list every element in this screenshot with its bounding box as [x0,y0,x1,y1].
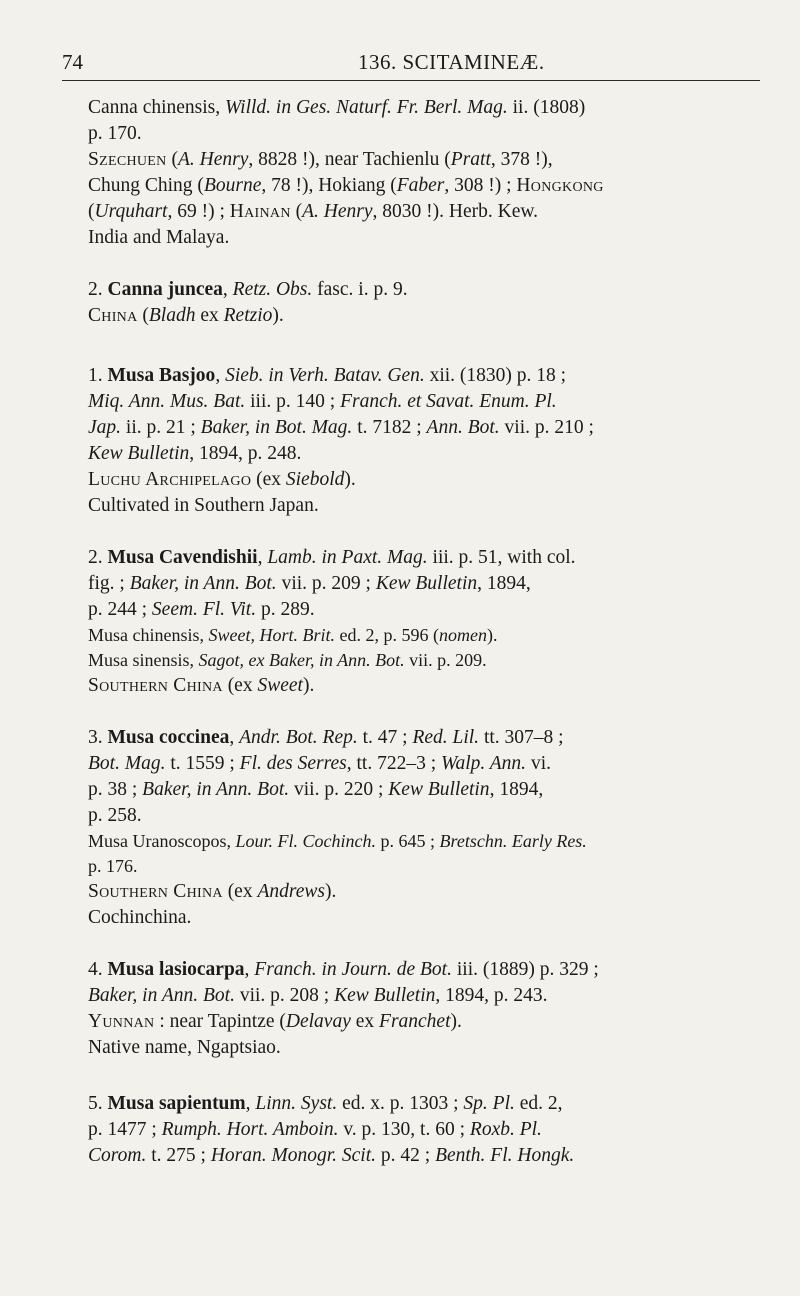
text-line: Musa sinensis, Sagot, ex Baker, in Ann. Bot. vii. p. 209. [88,650,487,670]
text-line: Chung Ching (Bourne, 78 !), Hokiang (Faber, 308 !) ; Hongkong [88,175,604,196]
entry-text [88,95,778,251]
text-line: India and Malaya. [88,227,230,248]
entry-text [88,1091,778,1169]
text-line: Luchu Archipelago (ex Siebold). [88,469,356,490]
text-line: Jap. ii. p. 21 ; Baker, in Bot. Mag. t. 7182 ; Ann. Bot. vii. p. 210 ; [88,417,594,438]
entry-block [88,277,778,329]
entry-text [88,277,778,329]
text-line: p. 38 ; Baker, in Ann. Bot. vii. p. 220 ; Kew Bulletin, 1894, [88,779,544,800]
entry-text [88,957,778,1061]
entry-text [88,673,778,699]
text-line: p. 258. [88,805,142,826]
text-line: Canna chinensis, Willd. in Ges. Naturf. Fr. Berl. Mag. ii. (1808) [88,97,586,118]
entry-block [88,95,778,251]
text-line: Yunnan : near Tapintze (Delavay ex Franchet). [88,1011,462,1032]
text-line: Southern China (ex Sweet). [88,675,315,696]
entry-block [88,363,778,519]
text-line: p. 244 ; Seem. Fl. Vit. p. 289. [88,599,315,620]
text-line: p. 176. [88,856,138,876]
text-line: 1. Musa Basjoo, Sieb. in Verh. Batav. Gen. xii. (1830) p. 18 ; [88,365,567,386]
running-title: 136. SCITAMINEÆ. [358,50,545,74]
entry-block [88,957,778,1061]
text-line: Corom. t. 275 ; Horan. Monogr. Scit. p. 42 ; Benth. Fl. Hongk. [88,1145,575,1166]
text-line: Miq. Ann. Mus. Bat. iii. p. 140 ; Franch. et Savat. Enum. Pl. [88,391,557,412]
text-line: p. 170. [88,123,142,144]
entry-text [88,363,778,519]
text-line: China (Bladh ex Retzio). [88,305,284,326]
page-body [88,95,778,1169]
entry-text [88,879,778,931]
text-line: p. 1477 ; Rumph. Hort. Amboin. v. p. 130, t. 60 ; Roxb. Pl. [88,1119,542,1140]
text-line: fig. ; Baker, in Ann. Bot. vii. p. 209 ; Kew Bulletin, 1894, [88,573,531,594]
entry-block [88,545,778,699]
text-line: Szechuen (A. Henry, 8828 !), near Tachienlu (Pratt, 378 !), [88,149,553,170]
text-line: Kew Bulletin, 1894, p. 248. [88,443,302,464]
text-line: (Urquhart, 69 !) ; Hainan (A. Henry, 8030 !). Herb. Kew. [88,201,539,222]
text-line: 2. Canna juncea, Retz. Obs. fasc. i. p. 9. [88,279,408,300]
entry-block [88,725,778,931]
text-line: Baker, in Ann. Bot. vii. p. 208 ; Kew Bulletin, 1894, p. 243. [88,985,548,1006]
synonym-lines [88,829,778,879]
text-line: 2. Musa Cavendishii, Lamb. in Paxt. Mag. iii. p. 51, with col. [88,547,576,568]
text-line: Southern China (ex Andrews). [88,881,337,902]
entry-text [88,545,778,623]
synonym-lines [88,623,778,673]
entry-block [88,1091,778,1169]
page-header [62,50,760,81]
text-line: Bot. Mag. t. 1559 ; Fl. des Serres, tt. 722–3 ; Walp. Ann. vi. [88,753,551,774]
text-line: 5. Musa sapientum, Linn. Syst. ed. x. p. 1303 ; Sp. Pl. ed. 2, [88,1093,563,1114]
text-line: Cochinchina. [88,907,192,928]
text-line: 3. Musa coccinea, Andr. Bot. Rep. t. 47 ; Red. Lil. tt. 307–8 ; [88,727,564,748]
text-line: Musa Uranoscopos, Lour. Fl. Cochinch. p. 645 ; Bretschn. Early Res. [88,831,587,851]
text-line: Cultivated in Southern Japan. [88,495,319,516]
page-number: 74 [62,50,83,74]
entry-text [88,725,778,829]
text-line: 4. Musa lasiocarpa, Franch. in Journ. de Bot. iii. (1889) p. 329 ; [88,959,599,980]
text-line: Musa chinensis, Sweet, Hort. Brit. ed. 2, p. 596 (nomen). [88,625,498,645]
text-line: Native name, Ngaptsiao. [88,1037,281,1058]
